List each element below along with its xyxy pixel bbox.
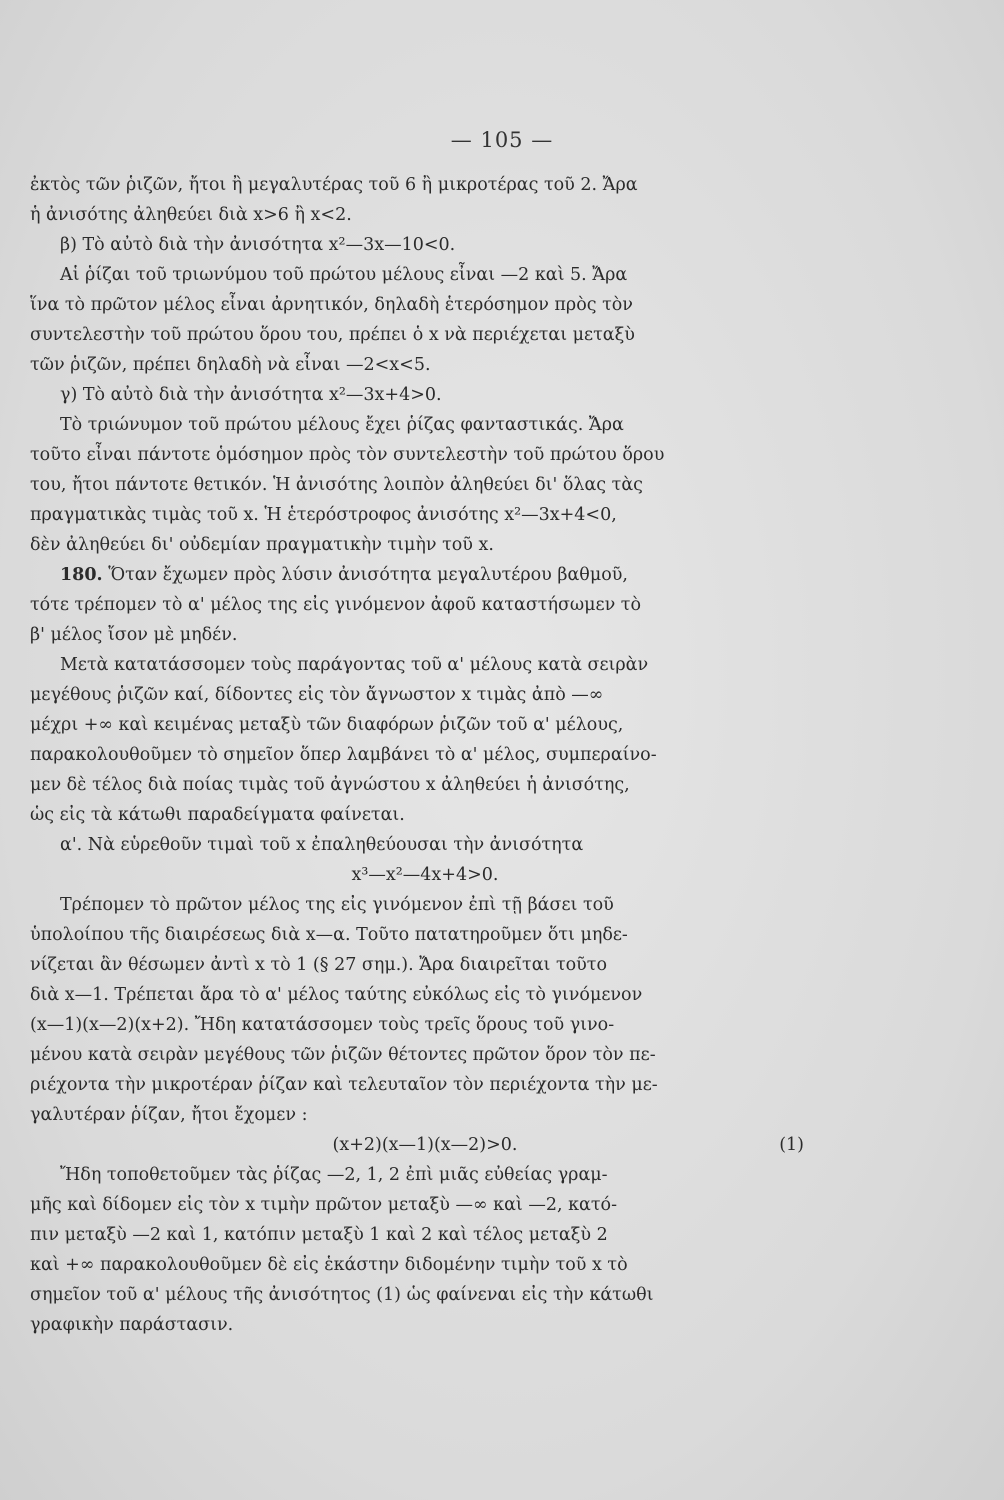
text-line: β' μέλος ἴσον μὲ μηδέν. <box>30 625 238 645</box>
text-line: τότε τρέπομεν τὸ α' μέλος της εἰς γινόμενον ἀφοῦ καταστήσωμεν τὸ <box>30 595 642 615</box>
text-line: διὰ x—1. Τρέπεται ἄρα τὸ α' μέλος ταύτης εὐκόλως εἰς τὸ γινόμενον <box>30 985 643 1005</box>
text-line: παρακολουθοῦμεν τὸ σημεῖον ὅπερ λαμβάνει τὸ α' μέλος, συμπεραίνο- <box>30 745 657 765</box>
text-line: γραφικὴν παράστασιν. <box>30 1315 234 1335</box>
equation: (x+2)(x—1)(x—2)>0. <box>332 1135 518 1155</box>
text-line: δὲν ἀληθεύει δι' οὐδεμίαν πραγματικὴν τιμὴν τοῦ x. <box>30 535 494 555</box>
text-line: Τρέπομεν τὸ πρῶτον μέλος της εἰς γινόμενον ἐπὶ τῇ βάσει τοῦ <box>60 895 614 915</box>
text-line: σημεῖον τοῦ α' μέλους τῆς ἀνισότητος (1) ὡς φαίνεναι εἰς τὴν κάτωθι <box>30 1285 654 1305</box>
text-line: ἐκτὸς τῶν ῥιζῶν, ἤτοι ἢ μεγαλυτέρας τοῦ 6 ἢ μικροτέρας τοῦ 2. Ἄρα <box>30 175 638 195</box>
page-number: — 105 — <box>450 128 554 152</box>
text-line: ἡ ἀνισότης ἀληθεύει διὰ x>6 ἢ x<2. <box>30 205 352 225</box>
text-line: πιν μεταξὺ —2 καὶ 1, κατόπιν μεταξὺ 1 καὶ 2 καὶ τέλος μεταξὺ 2 <box>30 1225 608 1245</box>
body-text <box>30 170 820 1340</box>
text-line: γ) Τὸ αὐτὸ διὰ τὴν ἀνισότητα x²—3x+4>0. <box>60 385 442 405</box>
text-line: Ἤδη τοποθετοῦμεν τὰς ῥίζας —2, 1, 2 ἐπὶ μιᾶς εὐθείας γραμ- <box>60 1165 608 1185</box>
text-line: Αἱ ῥίζαι τοῦ τριωνύμου τοῦ πρώτου μέλους εἶναι —2 καὶ 5. Ἄρα <box>60 265 628 285</box>
text-line: νίζεται ἂν θέσωμεν ἀντὶ x τὸ 1 (§ 27 σημ.). Ἄρα διαιρεῖται τοῦτο <box>30 955 608 975</box>
text-line: μένου κατὰ σειρὰν μεγέθους τῶν ῥιζῶν θέτοντες πρῶτον ὅρον τὸν πε- <box>30 1045 656 1065</box>
text-line: ὑπολοίπου τῆς διαιρέσεως διὰ x—α. Τοῦτο πατατηροῦμεν ὅτι μηδε- <box>30 925 628 945</box>
section-number: 180. <box>60 565 103 585</box>
text-line: τοῦτο εἶναι πάντοτε ὁμόσημον πρὸς τὸν συντελεστὴν τοῦ πρώτου ὅρου <box>30 445 665 465</box>
text-line: τῶν ῥιζῶν, πρέπει δηλαδὴ νὰ εἶναι —2<x<5. <box>30 355 431 375</box>
text-line: Μετὰ κατατάσσομεν τοὺς παράγοντας τοῦ α' μέλους κατὰ σειρὰν <box>60 655 649 675</box>
text-line: γαλυτέραν ῥίζαν, ἤτοι ἔχομεν : <box>30 1105 308 1125</box>
text-line: ὡς εἰς τὰ κάτωθι παραδείγματα φαίνεται. <box>30 805 405 825</box>
text-line: μεγέθους ῥιζῶν καί, δίδοντες εἰς τὸν ἄγνωστον x τιμὰς ἀπὸ —∞ <box>30 685 604 705</box>
text-line: β) Τὸ αὐτὸ διὰ τὴν ἀνισότητα x²—3x—10<0. <box>60 235 456 255</box>
text-line: (x—1)(x—2)(x+2). Ἤδη κατατάσσομεν τοὺς τρεῖς ὅρους τοῦ γινο- <box>30 1015 615 1035</box>
equation-label: (1) <box>779 1135 804 1155</box>
text-line: καὶ +∞ παρακολουθοῦμεν δὲ εἰς ἑκάστην διδομένην τιμὴν τοῦ x τὸ <box>30 1255 628 1275</box>
text-line: ἵνα τὸ πρῶτον μέλος εἶναι ἀρνητικόν, δηλαδὴ ἑτερόσημον πρὸς τὸν <box>30 295 633 315</box>
text-line: μεν δὲ τέλος διὰ ποίας τιμὰς τοῦ ἀγνώστου x ἀληθεύει ἡ ἀνισότης, <box>30 775 630 795</box>
text-line: συντελεστὴν τοῦ πρώτου ὅρου του, πρέπει ὁ x νὰ περιέχεται μεταξὺ <box>30 325 635 345</box>
text-line: του, ἤτοι πάντοτε θετικόν. Ἡ ἀνισότης λοιπὸν ἀληθεύει δι' ὅλας τὰς <box>30 475 643 495</box>
text-line: Τὸ τριώνυμον τοῦ πρώτου μέλους ἔχει ῥίζας φανταστικάς. Ἄρα <box>60 415 624 435</box>
text-line: ριέχοντα τὴν μικροτέραν ῥίζαν καὶ τελευταῖον τὸν περιέχοντα τὴν με- <box>30 1075 658 1095</box>
text-line: μέχρι +∞ καὶ κειμένας μεταξὺ τῶν διαφόρων ῥιζῶν τοῦ α' μέλους, <box>30 715 624 735</box>
text-line: πραγματικὰς τιμὰς τοῦ x. Ἡ ἑτερόστροφος ἀνισότης x²—3x+4<0, <box>30 505 617 525</box>
text-line: μῆς καὶ δίδομεν εἰς τὸν x τιμὴν πρῶτον μεταξὺ —∞ καὶ —2, κατό- <box>30 1195 617 1215</box>
section-180-first-line <box>30 560 820 590</box>
equation-row <box>30 1130 820 1160</box>
example-a: α'. Νὰ εὑρεθοῦν τιμαὶ τοῦ x ἐπαληθεύουσαι τὴν ἀνισότητα <box>60 835 584 855</box>
text-line: Ὅταν ἔχωμεν πρὸς λύσιν ἀνισότητα μεγαλυτέρου βαθμοῦ, <box>108 565 628 585</box>
equation: x³—x²—4x+4>0. <box>351 865 499 885</box>
